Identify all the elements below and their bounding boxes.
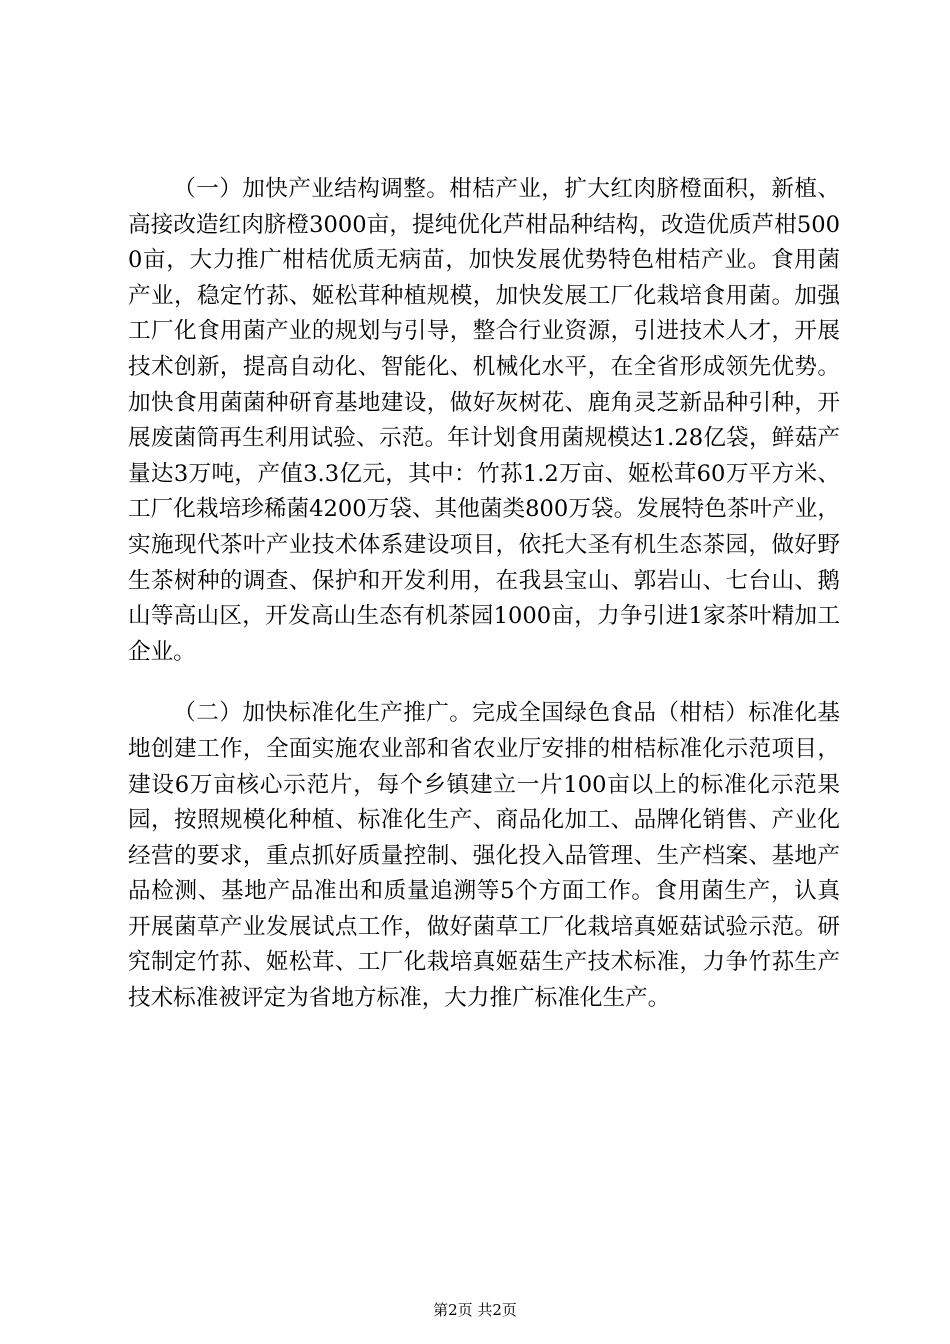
paragraph-standardized-production: （二）加快标准化生产推广。完成全国绿色食品（柑桔）标准化基地创建工作，全面实施农业部和省农业厅安排的柑桔标准化示范项目，建设6万亩核心示范片，每个乡镇建立一片100亩以上的标准化示范果园，按照规模化种植、标准化生产、商品化加工、品牌化销售、产业化经营的要求，重点抓好质量控制、强化投入品管理、生产档案、基地产品检测、基地产品准出和质量追溯等5个方面工作。食用菌生产，认真开展菌草产业发展试点工作，做好菌草工厂化栽培真姬菇试验示范。研究制定竹荪、姬松茸、工厂化栽培真姬菇生产技术标准，力争竹荪生产技术标准被评定为省地方标准，大力推广标准化生产。 [128, 700, 840, 1012]
page-footer: 第2页 共2页 [433, 1301, 517, 1319]
document-body [128, 172, 840, 1017]
paragraph-industry-structure: （一）加快产业结构调整。柑桔产业，扩大红肉脐橙面积，新植、高接改造红肉脐橙3000亩，提纯优化芦柑品种结构，改造优质芦柑5000亩，大力推广柑桔优质无病苗，加快发展优势特色柑桔产业。食用菌产业，稳定竹荪、姬松茸种植规模，加快发展工厂化栽培食用菌。加强工厂化食用菌产业的规划与引导，整合行业资源，引进技术人才，开展技术创新，提高自动化、智能化、机械化水平，在全省形成领先优势。加快食用菌菌种研育基地建设，做好灰树花、鹿角灵芝新品种引种，开展废菌筒再生利用试验、示范。年计划食用菌规模达1.28亿袋，鲜菇产量达3万吨，产值3.3亿元，其中：竹荪1.2万亩、姬松茸60万平方米、工厂化栽培珍稀菌4200万袋、其他菌类800万袋。发展特色茶叶产业，实施现代茶叶产业技术体系建设项目，依托大圣有机生态茶园，做好野生茶树种的调查、保护和开发利用，在我县宝山、郭岩山、七台山、鹅山等高山区，开发高山生态有机茶园1000亩，力争引进1家茶叶精加工企业。 [128, 176, 840, 665]
